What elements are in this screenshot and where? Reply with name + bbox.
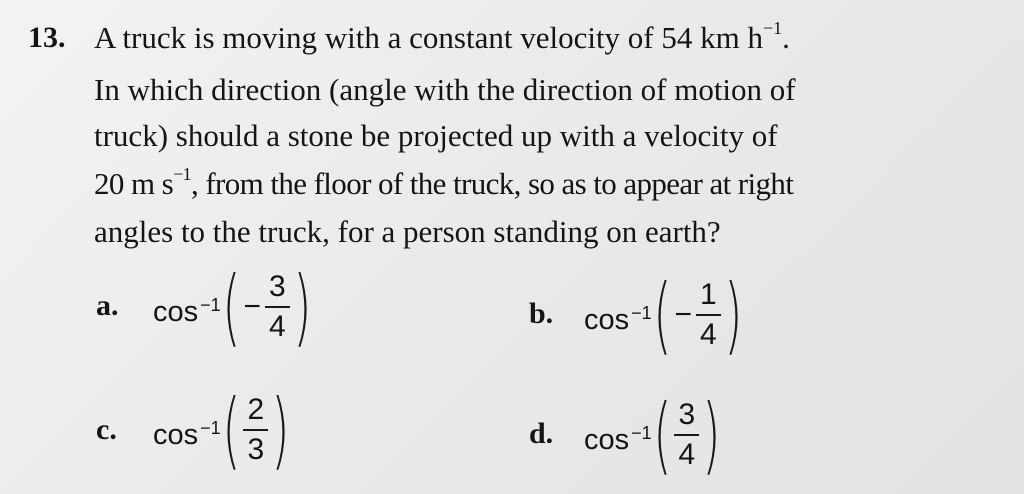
question-line-1-text: A truck is moving with a constant velocity of 54 km h [94, 20, 763, 55]
option-d-function-superscript: −1 [631, 422, 652, 443]
option-c-expression [153, 380, 291, 480]
option-a-function-superscript: −1 [200, 294, 221, 315]
option-b-expression [584, 265, 743, 365]
option-a-denominator: 4 [268, 310, 286, 343]
option-c-function [153, 417, 221, 453]
question-line-4 [94, 164, 793, 204]
option-b-fraction [696, 278, 721, 352]
option-b-denominator: 4 [699, 318, 717, 351]
option-b-right-paren: ) [724, 266, 743, 364]
option-a-function [153, 294, 221, 330]
option-c-left-paren: ( [222, 381, 241, 479]
option-b-function-name: cos [584, 303, 630, 336]
question-line-2-text: In which direction (angle with the direction of motion of [94, 72, 796, 107]
question-line-3-text: truck) should a stone be projected up with a velocity of [94, 118, 778, 153]
option-a-left-paren: ( [222, 258, 241, 356]
option-a-sign: − [243, 290, 261, 323]
question-line-5-text: angles to the truck, for a person standing on earth? [94, 214, 721, 249]
question-line-1-tail: . [782, 20, 790, 55]
question-line-4-superscript: −1 [173, 164, 192, 184]
option-d-function-name: cos [584, 423, 630, 456]
option-a-right-paren: ) [293, 258, 312, 356]
question-number: 13. [28, 21, 66, 54]
option-b-left-paren: ( [653, 266, 672, 364]
option-d-numerator: 3 [674, 398, 699, 436]
option-a-label: a. [96, 289, 119, 322]
option-a-expression [153, 257, 312, 357]
option-d-function [584, 422, 652, 458]
option-c-function-name: cos [153, 418, 199, 451]
question-line-1 [94, 18, 790, 58]
option-b-function-superscript: −1 [631, 302, 652, 323]
option-c-numerator: 2 [243, 393, 268, 431]
option-b-sign: − [674, 298, 692, 331]
question-line-4-tail: , from the floor of the truck, so as to appear at right [191, 166, 794, 201]
option-b-function [584, 302, 652, 338]
option-c-fraction [243, 393, 268, 467]
option-c-label: c. [96, 413, 117, 446]
option-a-numerator: 3 [265, 270, 290, 308]
option-c-function-superscript: −1 [200, 417, 221, 438]
question-line-5 [94, 212, 721, 252]
option-d-left-paren: ( [653, 386, 672, 484]
option-a-function-name: cos [153, 295, 199, 328]
option-b-label: b. [529, 297, 554, 330]
option-c-denominator: 3 [247, 433, 265, 466]
question-line-2 [94, 70, 796, 110]
option-d-right-paren: ) [702, 386, 721, 484]
question-line-1-superscript: −1 [763, 18, 783, 38]
question-line-4-text: 20 m s [94, 166, 174, 201]
option-c-right-paren: ) [271, 381, 290, 479]
question-line-3 [94, 116, 778, 156]
option-d-fraction [674, 398, 699, 472]
option-a-fraction [265, 270, 290, 344]
option-b-numerator: 1 [696, 278, 721, 316]
option-d-label: d. [529, 417, 554, 450]
option-d-denominator: 4 [678, 438, 696, 471]
option-d-expression [584, 385, 722, 485]
